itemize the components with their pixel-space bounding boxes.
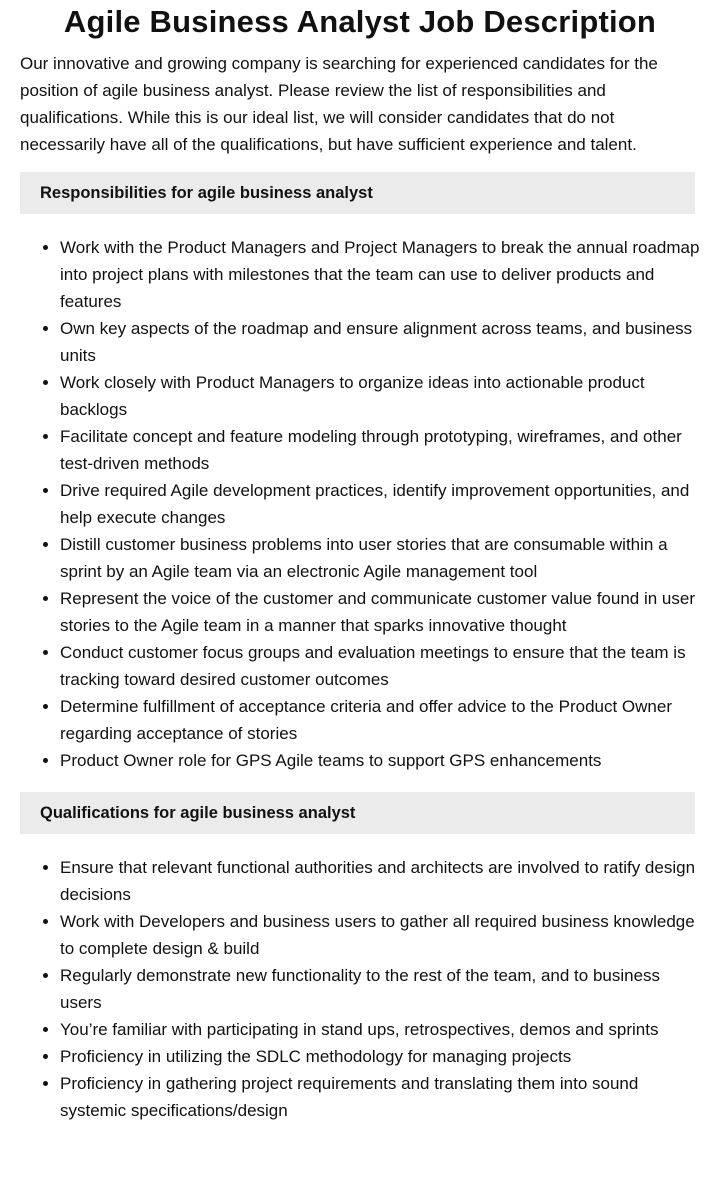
list-item: • Determine fulfillment of acceptance criteria and offer advice to the Product Owner regarding acceptance of stories [60, 693, 700, 747]
list-item: • Distill customer business problems into user stories that are consumable within a sprint by an Agile team via an electronic Agile management tool [60, 531, 700, 585]
list-item: • Ensure that relevant functional authorities and architects are involved to ratify design decisions [60, 854, 700, 908]
responsibilities-list [0, 234, 720, 774]
list-item: • Own key aspects of the roadmap and ensure alignment across teams, and business units [60, 315, 700, 369]
list-item: • Work with the Product Managers and Project Managers to break the annual roadmap into project plans with milestones that the team can use to deliver products and features [60, 234, 700, 315]
list-item: • Represent the voice of the customer and communicate customer value found in user stories to the Agile team in a manner that sparks innovative thought [60, 585, 700, 639]
list-item: • Regularly demonstrate new functionality to the rest of the team, and to business users [60, 962, 700, 1016]
qualifications-list [0, 854, 720, 1124]
qualifications-heading: Qualifications for agile business analyst [20, 792, 695, 834]
list-item: • Facilitate concept and feature modeling through prototyping, wireframes, and other test-driven methods [60, 423, 700, 477]
list-item: • Drive required Agile development practices, identify improvement opportunities, and help execute changes [60, 477, 700, 531]
list-item: • Product Owner role for GPS Agile teams to support GPS enhancements [60, 747, 700, 774]
list-item: • Proficiency in utilizing the SDLC methodology for managing projects [60, 1043, 700, 1070]
list-item: • Work with Developers and business users to gather all required business knowledge to complete design & build [60, 908, 700, 962]
intro-paragraph: Our innovative and growing company is searching for experienced candidates for the position of agile business analyst. Please review the list of responsibilities and qualifications. While this is our ideal list, we will consider candidates that do not necessarily have all of the qualifications, but have sufficient experience and talent. [20, 54, 658, 154]
list-item: • You’re familiar with participating in stand ups, retrospectives, demos and sprints [60, 1016, 700, 1043]
responsibilities-heading: Responsibilities for agile business analyst [20, 172, 695, 214]
list-item: • Conduct customer focus groups and evaluation meetings to ensure that the team is tracking toward desired customer outcomes [60, 639, 700, 693]
page-title: Agile Business Analyst Job Description [63, 4, 657, 39]
list-item: • Work closely with Product Managers to organize ideas into actionable product backlogs [60, 369, 700, 423]
list-item: • Proficiency in gathering project requirements and translating them into sound systemic specifications/design [60, 1070, 700, 1124]
